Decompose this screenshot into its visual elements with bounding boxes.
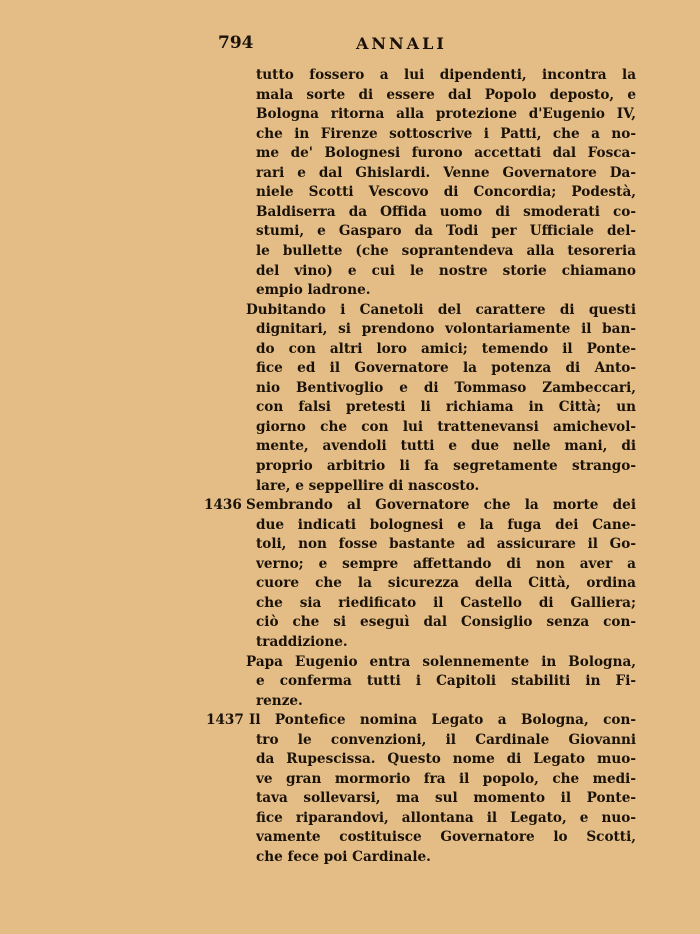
text-line: niele Scotti Vescovo di Concordia; Podestà, (256, 184, 636, 201)
text-line: Bologna ritorna alla protezione d'Eugenio IV, (256, 106, 636, 123)
text-line: che fece poi Cardinale. (256, 849, 431, 865)
text-line: Papa Eugenio entra solennemente in Bologna, (246, 653, 636, 670)
text-line: nio Bentivoglio e di Tommaso Zambeccari, (256, 379, 636, 396)
text-line: due indicati bolognesi e la fuga dei Cane- (256, 516, 636, 533)
text-line: traddizione. (256, 633, 348, 650)
text-line: vamente costituisce Governatore lo Scotti, (256, 829, 636, 846)
text-line: dignitari, si prendono volontariamente il ban- (256, 321, 636, 338)
text-line: proprio arbitrio li fa segretamente strango- (256, 458, 636, 474)
running-title: ANNALI (356, 34, 447, 53)
text-line: lare, e seppellire di nascosto. (256, 477, 480, 494)
text-line: empio ladrone. (256, 282, 371, 299)
text-line: me de' Bolognesi furono accettati dal Fosca- (256, 145, 636, 162)
text-line: tava sollevarsi, ma sul momento il Ponte- (256, 790, 636, 807)
page-header (0, 33, 700, 57)
text-line: Dubitando i Canetoli del carattere di questi (246, 301, 636, 318)
text-line: Il Pontefice nomina Legato a Bologna, con- (249, 712, 636, 729)
text-line: renze. (256, 692, 303, 709)
text-line: che sia riedificato il Castello di Galliera; (256, 594, 636, 611)
text-line: da Rupescissa. Questo nome di Legato muo- (256, 751, 636, 768)
text-line: rari e dal Ghislardi. Venne Governatore Da- (256, 164, 636, 181)
text-line: tro le convenzioni, il Cardinale Giovanni (256, 731, 636, 748)
text-line: mente, avendoli tutti e due nelle mani, di (256, 438, 636, 455)
text-line: do con altri loro amici; temendo il Ponte- (256, 340, 636, 357)
text-line: tutto fossero a lui dipendenti, incontra la (256, 67, 636, 83)
text-line: fice riparandovi, allontana il Legato, e nuo- (256, 809, 636, 826)
text-line: che in Firenze sottoscrive i Patti, che a no- (256, 125, 636, 142)
text-line: stumi, e Gasparo da Todi per Ufficiale del- (256, 223, 636, 240)
text-line: giorno che con lui trattenevansi amichevol- (256, 418, 636, 435)
text-line: Baldiserra da Offida uomo di smoderati co- (256, 203, 636, 220)
text-line: le bullette (che soprantendeva alla tesoreria (256, 242, 636, 259)
text-line: cuore che la sicurezza della Città, ordina (256, 575, 636, 592)
text-line: mala sorte di essere dal Popolo deposto, e (256, 86, 636, 103)
year-marginal: 1437 (206, 712, 244, 729)
text-line: verno; e sempre affettando di non aver a (256, 555, 636, 572)
text-line: ve gran mormorio fra il popolo, che medi- (256, 770, 636, 787)
text-line: Sembrando al Governatore che la morte dei (246, 497, 636, 514)
text-line: toli, non fosse bastante ad assicurare il Go- (256, 536, 636, 553)
text-line: del vino) e cui le nostre storie chiamano (256, 262, 636, 279)
text-line: ciò che si eseguì dal Consiglio senza con- (256, 614, 636, 631)
text-line: fice ed il Governatore la potenza di Anto- (256, 360, 636, 377)
page-number: 794 (218, 33, 254, 53)
year-marginal: 1436 (204, 497, 242, 514)
text-line: e conferma tutti i Capitoli stabiliti in Fi- (256, 673, 636, 690)
text-line: con falsi pretesti li richiama in Città; un (256, 399, 636, 416)
